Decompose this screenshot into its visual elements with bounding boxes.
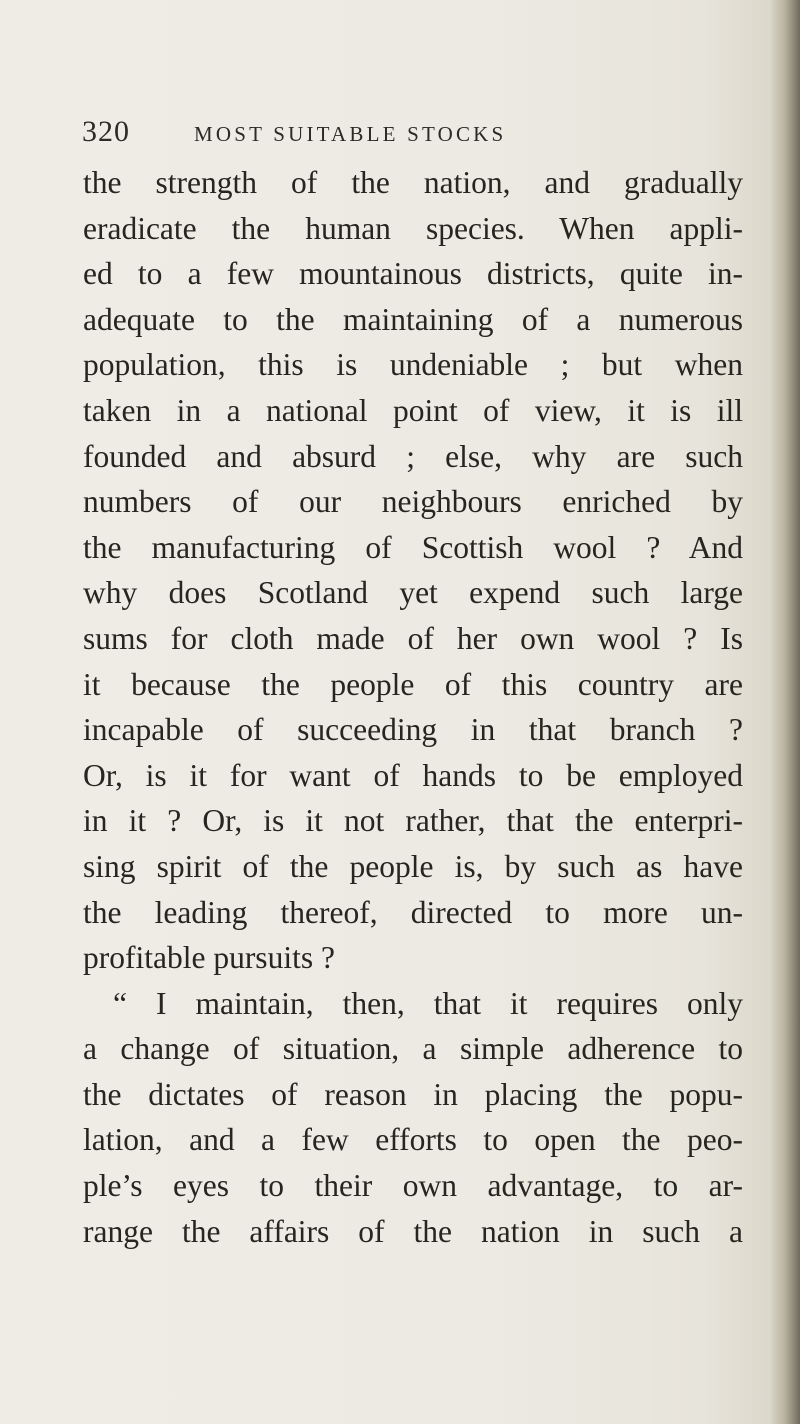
text-line: eradicate the human species. When appli-: [83, 210, 743, 246]
paragraph-first-line: “ I maintain, then, that it requires only: [113, 985, 743, 1021]
text-line: ple’s eyes to their own advantage, to ar-: [83, 1168, 743, 1204]
text-line: the strength of the nation, and gradually: [83, 165, 743, 200]
page-number: 320: [82, 115, 130, 148]
text-line: the leading thereof, directed to more un-: [83, 894, 743, 930]
text-line: founded and absurd ; else, why are such: [83, 438, 743, 474]
text-line: numbers of our neighbours enriched by: [83, 484, 743, 520]
running-head: [82, 112, 702, 152]
text-line: taken in a national point of view, it is ill: [83, 392, 743, 428]
running-title: MOST SUITABLE STOCKS: [194, 122, 507, 146]
text-line: in it ? Or, is it not rather, that the enterpri-: [83, 803, 743, 839]
text-line: Or, is it for want of hands to be employed: [83, 757, 743, 793]
text-line: sing spirit of the people is, by such as have: [83, 848, 743, 884]
text-line: the manufacturing of Scottish wool ? And: [83, 529, 743, 565]
text-line: the dictates of reason in placing the popu-: [83, 1076, 743, 1112]
body-text: [83, 160, 743, 1254]
text-line: why does Scotland yet expend such large: [83, 575, 743, 611]
text-line: ed to a few mountainous districts, quite in-: [83, 256, 743, 292]
page-edge-shadow: [770, 0, 800, 1424]
text-line: incapable of succeeding in that branch ?: [83, 712, 743, 748]
text-line: population, this is undeniable ; but when: [83, 347, 743, 383]
text-line: a change of situation, a simple adherence to: [83, 1031, 743, 1067]
text-line: range the affairs of the nation in such a: [83, 1213, 743, 1249]
text-line: adequate to the maintaining of a numerous: [83, 301, 743, 337]
text-line: sums for cloth made of her own wool ? Is: [83, 620, 743, 656]
paragraph-last-line: profitable pursuits ?: [83, 940, 335, 976]
text-line: lation, and a few efforts to open the peo-: [83, 1122, 743, 1158]
text-line: it because the people of this country are: [83, 666, 743, 702]
